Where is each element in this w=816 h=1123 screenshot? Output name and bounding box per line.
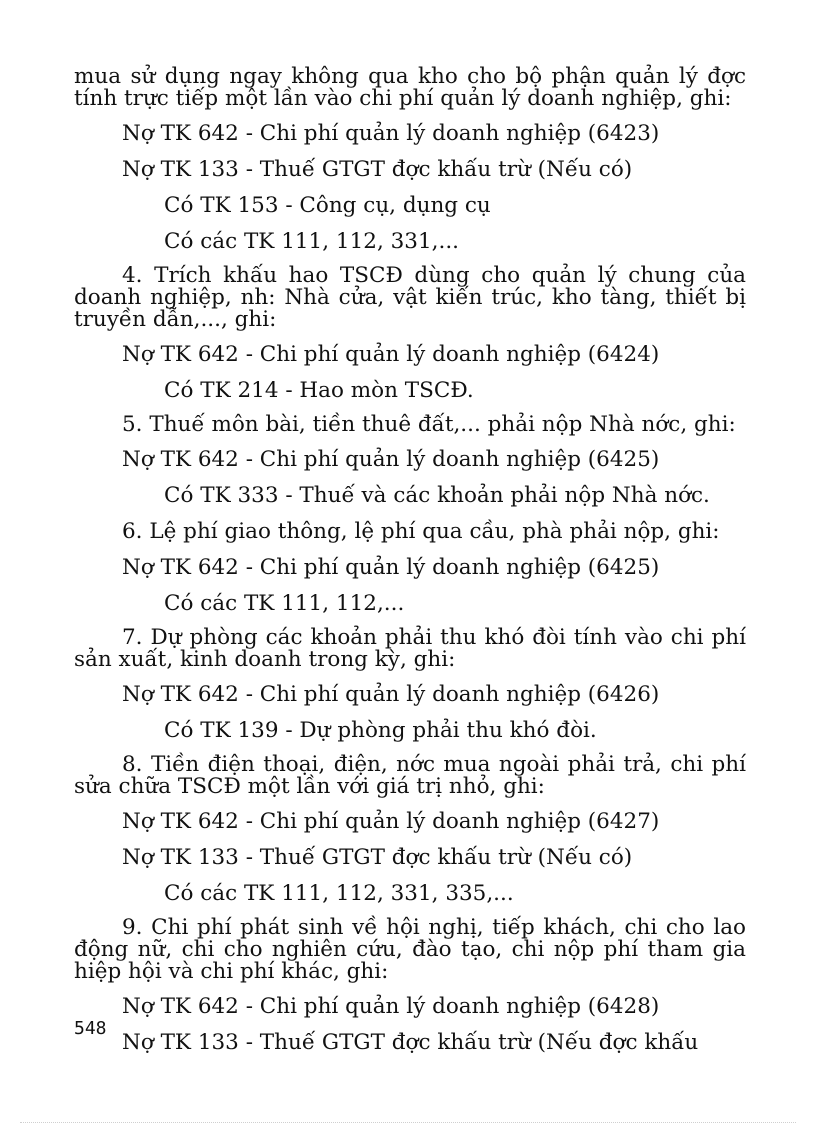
debit-entry: Nợ TK 642 - Chi phí quản lý doanh nghiệp (6428)	[122, 994, 660, 1019]
debit-entry: Nợ TK 642 - Chi phí quản lý doanh nghiệp (6425)	[122, 555, 660, 580]
credit-entry: Có các TK 111, 112, 331, 335,...	[164, 881, 514, 906]
credit-entry: Có các TK 111, 112,...	[164, 591, 405, 616]
debit-entry: Nợ TK 642 - Chi phí quản lý doanh nghiệp (6424)	[122, 342, 660, 367]
debit-entry: Nợ TK 133 - Thuế GTGT đợc khấu trừ (Nếu đợc khấu	[122, 1030, 699, 1055]
item-paragraph-7: 7. Dự phòng các khoản phải thu khó đòi tính vào chi phí sản xuất, kinh doanh trong kỳ, ghi:	[74, 625, 746, 672]
debit-entry: Nợ TK 642 - Chi phí quản lý doanh nghiệp (6427)	[122, 809, 660, 834]
page-number: 548	[74, 1018, 107, 1039]
debit-entry: Nợ TK 133 - Thuế GTGT đợc khấu trừ (Nếu có)	[122, 845, 633, 870]
item-paragraph-8: 8. Tiền điện thoại, điện, nớc mua ngoài phải trả, chi phí sửa chữa TSCĐ một lần với giá trị nhỏ, ghi:	[74, 752, 746, 799]
item-paragraph-4: 4. Trích khấu hao TSCĐ dùng cho quản lý chung của doanh nghiệp, nh: Nhà cửa, vật kiến trúc, kho tàng, thiết bị truyền dẫn,..., ghi:	[74, 263, 746, 332]
credit-entry: Có TK 139 - Dự phòng phải thu khó đòi.	[164, 718, 597, 743]
debit-entry: Nợ TK 133 - Thuế GTGT đợc khấu trừ (Nếu có)	[122, 157, 633, 182]
item-paragraph-5: 5. Thuế môn bài, tiền thuê đất,... phải nộp Nhà nớc, ghi:	[122, 412, 736, 437]
credit-entry: Có TK 153 - Công cụ, dụng cụ	[164, 193, 491, 218]
credit-entry: Có TK 333 - Thuế và các khoản phải nộp Nhà nớc.	[164, 483, 710, 508]
credit-entry: Có TK 214 - Hao mòn TSCĐ.	[164, 378, 474, 403]
debit-entry: Nợ TK 642 - Chi phí quản lý doanh nghiệp (6426)	[122, 682, 660, 707]
item-paragraph-9: 9. Chi phí phát sinh về hội nghị, tiếp khách, chi cho lao động nữ, chi cho nghiên cứu, đào tạo, chi nộp phí tham gia hiệp hội và chi phí khác, ghi:	[74, 915, 746, 984]
page-body	[74, 66, 746, 1055]
debit-entry: Nợ TK 642 - Chi phí quản lý doanh nghiệp (6423)	[122, 121, 660, 146]
item-paragraph-6: 6. Lệ phí giao thông, lệ phí qua cầu, phà phải nộp, ghi:	[122, 519, 720, 544]
text-paragraph: mua sử dụng ngay không qua kho cho bộ phận quản lý đợc tính trực tiếp một lần vào chi phí quản lý doanh nghiệp, ghi:	[74, 64, 746, 111]
debit-entry: Nợ TK 642 - Chi phí quản lý doanh nghiệp (6425)	[122, 447, 660, 472]
credit-entry: Có các TK 111, 112, 331,...	[164, 229, 459, 254]
